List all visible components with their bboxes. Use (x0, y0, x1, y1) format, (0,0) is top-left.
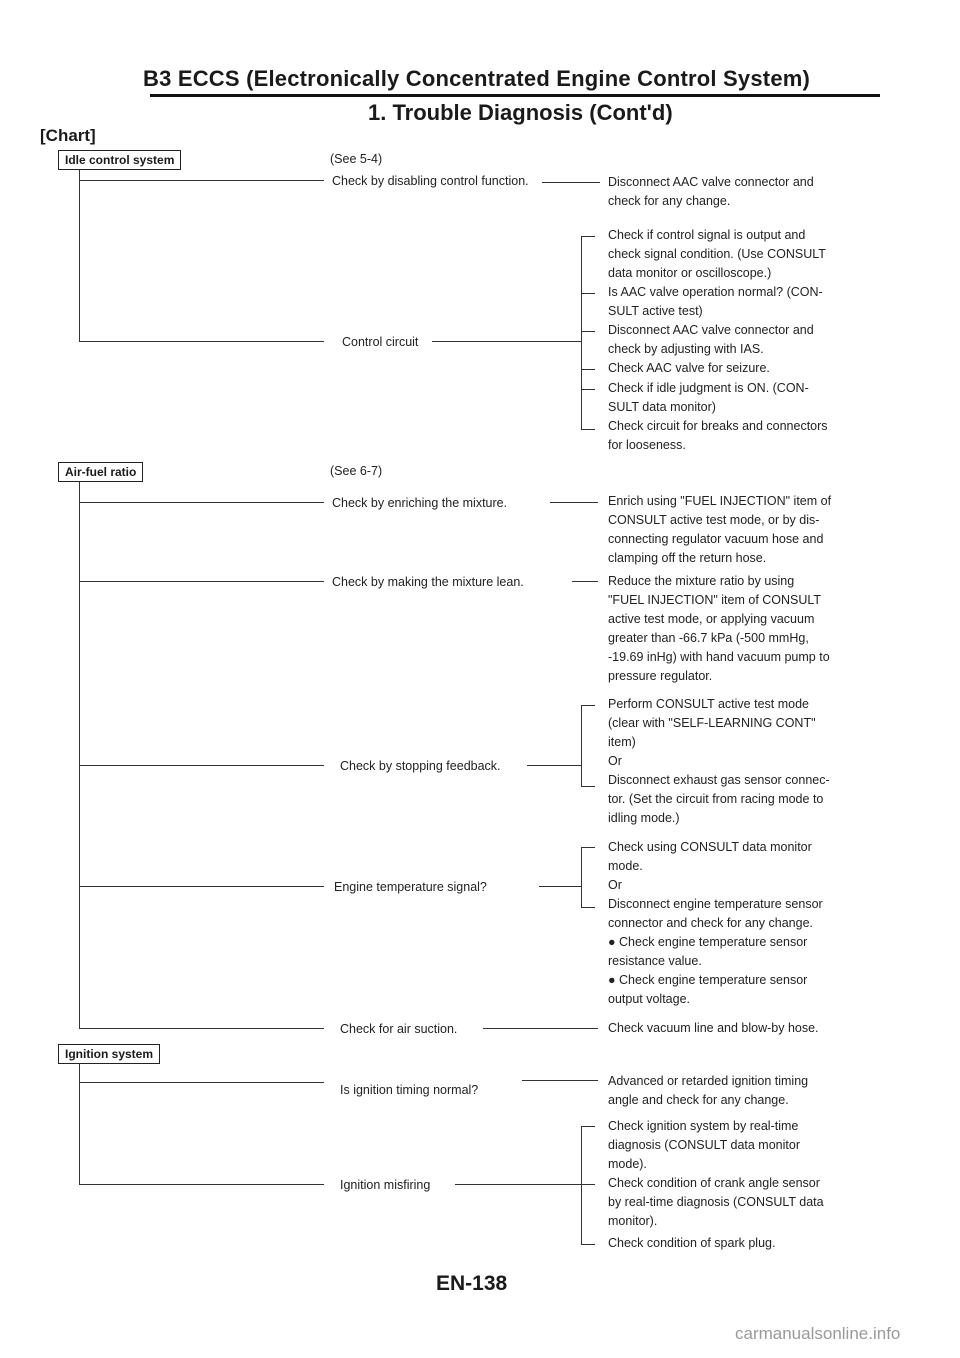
feedback-bracket-line (581, 705, 582, 787)
air-result-lean: Reduce the mixture ratio by using "FUEL INJECTION" item of CONSULT active test mode, or applying vacuum greater than -66.7 kPa (-500 mmHg, -19.69 inHg) with hand vacuum pump to pressure regulator. (608, 574, 830, 683)
connector-line (539, 886, 582, 887)
idle-result: Is AAC valve operation normal? (CON- SULT active test) (608, 285, 823, 318)
bracket-tick (581, 1126, 595, 1127)
air-result-air-suction: Check vacuum line and blow-by hose. (608, 1021, 819, 1035)
idle-bracket-line (581, 236, 582, 430)
bracket-tick (581, 705, 595, 706)
idle-branch-line (79, 341, 324, 342)
connector-line (483, 1028, 598, 1029)
idle-check-disable: Check by disabling control function. (332, 174, 529, 188)
idle-control-system-box: Idle control system (58, 150, 181, 170)
connector-line (550, 502, 598, 503)
connector-line (542, 182, 600, 183)
chart-label: [Chart] (40, 126, 96, 145)
air-branch-line (79, 502, 324, 503)
ign-result-realtime: Check ignition system by real-time diagnosis (CONSULT data monitor mode). (608, 1119, 800, 1171)
bracket-tick (581, 429, 595, 430)
page-subtitle: 1. Trouble Diagnosis (Cont'd) (368, 100, 673, 125)
bracket-tick (581, 847, 595, 848)
ign-result-crank-angle: Check condition of crank angle sensor by real-time diagnosis (CONSULT data monitor). (608, 1176, 824, 1228)
air-check-enrich: Check by enriching the mixture. (332, 496, 508, 510)
bracket-tick (581, 907, 595, 908)
idle-see-reference: (See 5-4) (330, 152, 383, 166)
air-check-lean: Check by making the mixture lean. (332, 575, 524, 589)
air-branch-line (79, 1028, 324, 1029)
ign-check-timing: Is ignition timing normal? (340, 1083, 479, 1097)
air-check-feedback: Check by stopping feedback. (340, 759, 501, 773)
bracket-tick (581, 293, 595, 294)
page-number: EN-138 (436, 1272, 508, 1295)
air-fuel-ratio-box: Air-fuel ratio (58, 462, 143, 482)
connector-line (432, 341, 582, 342)
idle-result: Check if idle judgment is ON. (CON- SULT data monitor) (608, 381, 809, 414)
watermark: carmanualsonline.info (735, 1324, 901, 1343)
air-branch-line (79, 886, 324, 887)
air-result-engine-temp: Check using CONSULT data monitor mode. Or Disconnect engine temperature sensor connector and check for any change. ● Check engine temperature sensor resistance value. ● Check engine temperature sensor output voltage. (608, 840, 823, 1006)
bracket-tick (581, 786, 595, 787)
idle-check-control-circuit: Control circuit (342, 335, 419, 349)
idle-result: Disconnect AAC valve connector and check by adjusting with IAS. (608, 323, 814, 356)
ign-result-timing: Advanced or retarded ignition timing angle and check for any change. (608, 1074, 809, 1107)
ign-result-spark-plug: Check condition of spark plug. (608, 1236, 776, 1250)
ignition-system-box: Ignition system (58, 1044, 160, 1064)
ign-branch-line (79, 1082, 324, 1083)
air-see-reference: (See 6-7) (330, 464, 383, 478)
idle-branch-line (79, 180, 324, 181)
bracket-tick (581, 389, 595, 390)
ign-bracket-line (581, 1126, 582, 1245)
air-branch-line (79, 581, 324, 582)
ign-check-misfiring: Ignition misfiring (340, 1178, 431, 1192)
idle-result: Check circuit for breaks and connectors for looseness. (608, 419, 828, 452)
idle-trunk-line (79, 170, 80, 342)
air-result-enrich: Enrich using "FUEL INJECTION" item of CONSULT active test mode, or by dis- connecting regulator vacuum hose and clamping off the return hose. (608, 494, 832, 565)
air-branch-line (79, 765, 324, 766)
header-rule (150, 94, 880, 97)
bracket-tick (581, 369, 595, 370)
idle-result: Check AAC valve for seizure. (608, 361, 770, 375)
air-check-engine-temp: Engine temperature signal? (334, 880, 487, 894)
engine-temp-bracket-line (581, 847, 582, 908)
connector-line (455, 1184, 595, 1185)
bracket-tick (581, 1244, 595, 1245)
bracket-tick (581, 331, 595, 332)
air-result-feedback: Perform CONSULT active test mode (clear with "SELF-LEARNING CONT" item) Or Disconnect exhaust gas sensor connec- tor. (Set the circuit from racing mode to idling mode.) (608, 697, 830, 825)
ign-branch-line (79, 1184, 324, 1185)
idle-result: Disconnect AAC valve connector and check for any change. (608, 175, 814, 208)
air-check-air-suction: Check for air suction. (340, 1022, 458, 1036)
connector-line (522, 1080, 598, 1081)
connector-line (572, 581, 598, 582)
page-title: B3 ECCS (Electronically Concentrated Engine Control System) (143, 66, 811, 91)
connector-line (527, 765, 582, 766)
bracket-tick (581, 236, 595, 237)
idle-result: Check if control signal is output and check signal condition. (Use CONSULT data monitor or oscilloscope.) (608, 228, 826, 280)
air-trunk-line (79, 482, 80, 1029)
